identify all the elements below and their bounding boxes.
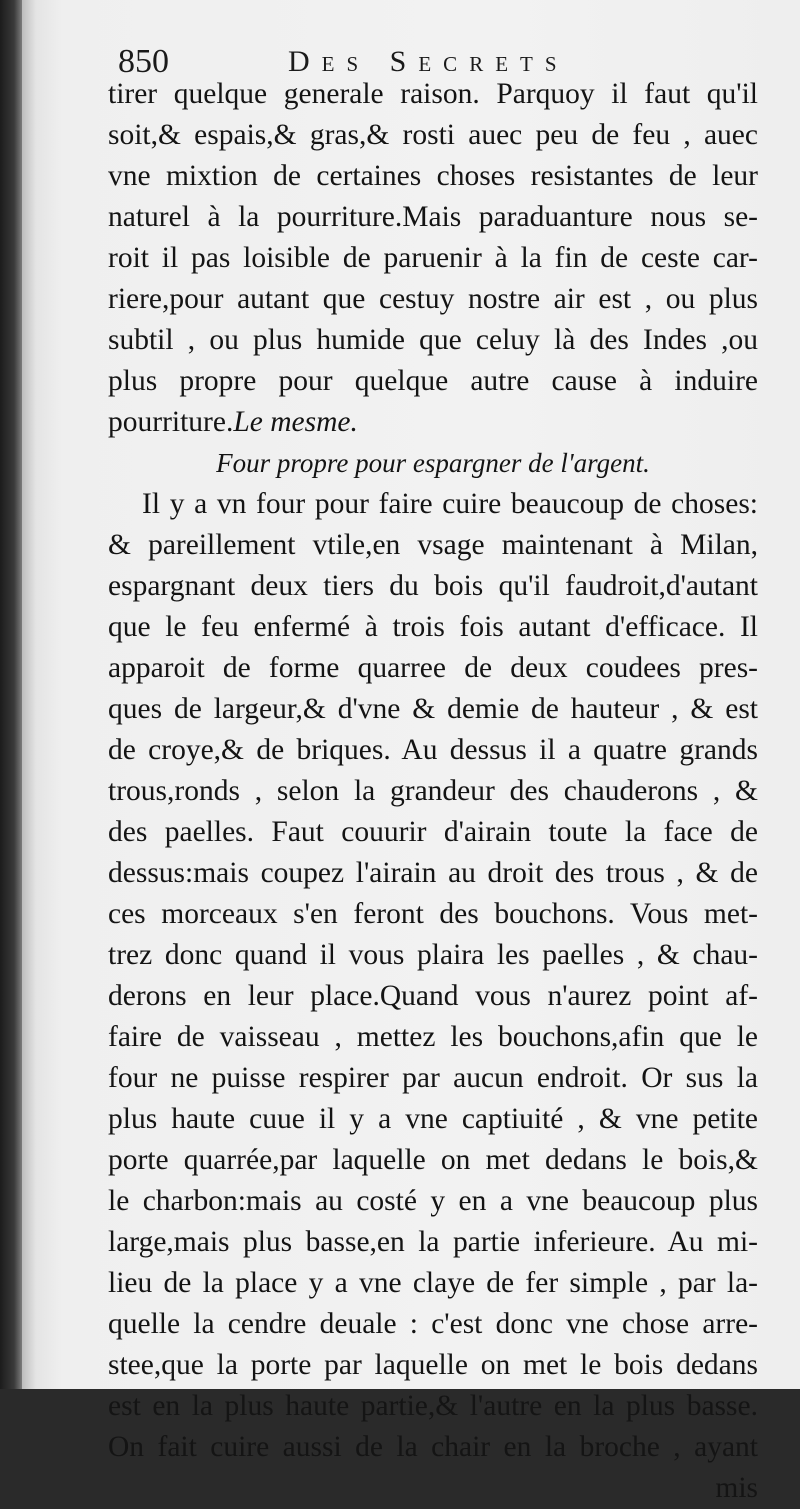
text-line: four ne puisse respirer par aucun endroit. Or sus la	[108, 1062, 758, 1094]
text-line: que le feu enfermé à trois fois autant d'efficace. Il	[108, 611, 758, 643]
text-line-with-attribution	[108, 402, 758, 443]
text-line: porte quarrée,par laquelle on met dedans le bois,&	[108, 1144, 758, 1176]
text-line: dessus:mais coupez l'airain au droit des trous , & de	[108, 857, 758, 889]
attribution: Le mesme.	[233, 406, 358, 438]
text-line: subtil , ou plus humide que celuy là des Indes ,ou	[108, 324, 758, 356]
text-line: faire de vaisseau , mettez les bouchons,afin que le	[108, 1021, 758, 1053]
text-line: stee,que la porte par laquelle on met le bois dedans	[108, 1349, 758, 1381]
text-line: vne mixtion de certaines choses resistantes de leur	[108, 160, 758, 192]
text-line: derons en leur place.Quand vous n'aurez point af-	[108, 980, 758, 1012]
text-line: de croye,& de briques. Au dessus il a quatre grands	[108, 734, 758, 766]
text-line: On fait cuire aussi de la chair en la broche , ayant	[108, 1431, 758, 1463]
page-number: 850	[118, 43, 169, 80]
running-head: Des Secrets	[288, 45, 569, 78]
page-text	[108, 74, 758, 1509]
text-line: riere,pour autant que cestuy nostre air est , ou plus	[108, 283, 758, 315]
text-line: quelle la cendre deuale : c'est donc vne chose arre-	[108, 1308, 758, 1340]
catchword: mis	[715, 1472, 758, 1504]
text-line: Il y a vn four pour faire cuire beaucoup de choses:	[142, 488, 758, 520]
text-line: est en la plus haute partie,& l'autre en la plus basse.	[108, 1390, 758, 1422]
section-title: Four propre pour espargner de l'argent.	[216, 448, 650, 478]
text-line: trez donc quand il vous plaira les paelles , & chau-	[108, 939, 758, 971]
text-line: large,mais plus basse,en la partie inferieure. Au mi-	[108, 1226, 758, 1258]
text-line: plus haute cuue il y a vne captiuité , & vne petite	[108, 1103, 758, 1135]
text-line: soit,& espais,& gras,& rosti auec peu de feu , auec	[108, 119, 758, 151]
text-line: plus propre pour quelque autre cause à induire	[108, 365, 758, 397]
text-line: naturel à la pourriture.Mais paraduanture nous se-	[108, 201, 758, 233]
text-line: trous,ronds , selon la grandeur des chauderons , &	[108, 775, 758, 807]
text-line: & pareillement vtile,en vsage maintenant à Milan,	[108, 529, 758, 561]
text-line: roit il pas loisible de paruenir à la fin de ceste car-	[108, 242, 758, 274]
text-line: le charbon:mais au costé y en a vne beaucoup plus	[108, 1185, 758, 1217]
text-line: espargnant deux tiers du bois qu'il faudroit,d'autant	[108, 570, 758, 602]
text-line: apparoit de forme quarree de deux coudees pres-	[108, 652, 758, 684]
text-line: lieu de la place y a vne claye de fer simple , par la-	[108, 1267, 758, 1299]
text-fragment: pourriture.	[108, 406, 234, 438]
text-line: ces morceaux s'en feront des bouchons. Vous met-	[108, 898, 758, 930]
text-line: tirer quelque generale raison. Parquoy il faut qu'il	[108, 78, 758, 110]
text-line: ques de largeur,& d'vne & demie de hauteur , & est	[108, 693, 758, 725]
text-line: des paelles. Faut couurir d'airain toute la face de	[108, 816, 758, 848]
